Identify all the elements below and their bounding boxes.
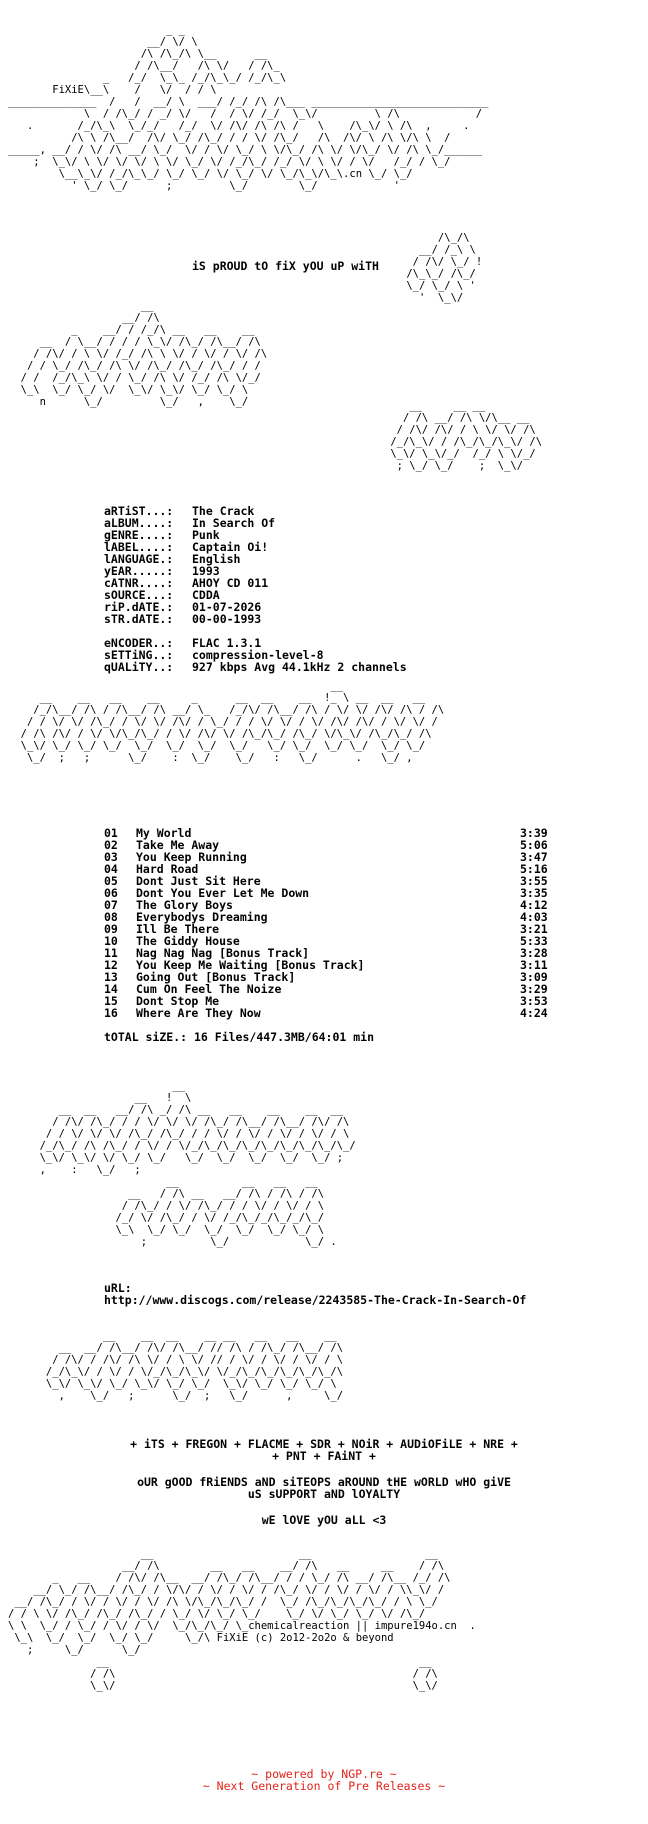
track-duration: 3:55 <box>520 874 548 888</box>
tracklist <box>104 827 624 1043</box>
track-number: 15 <box>104 994 118 1008</box>
track-number: 06 <box>104 886 118 900</box>
info-value: 927 kbps Avg 44.1kHz 2 channels <box>192 660 407 674</box>
title-art-1: __ __/ /\ _ __/ / /_/\ __ __ __ __ / \__/ / / / \_\/ /\_/ /\__/ /\ / /\/ / \ \/ /_/ /\ \ \/ / \/ / \/ /\ / / \_/ /\_/ /\ \/ /\_/ /\_/ /\_/ / / / / /_/\_\ \/ / \_/ /\ \/ /_/ /\ \/_/ \_\ \_/ \_/ \/ \_\/ \_\/ \_/ \_/ \ n \_/ \_/ , \_/ <box>20 300 268 408</box>
track-number: 04 <box>104 862 118 876</box>
track-number: 10 <box>104 934 118 948</box>
greets-line-2: + PNT + FAiNT + <box>272 1449 376 1463</box>
track-title: Going Out [Bonus Track] <box>136 970 296 984</box>
track-duration: 3:11 <box>520 958 548 972</box>
info-key: aRTiST...: <box>104 504 174 518</box>
track-row <box>104 1007 624 1019</box>
info-value: compression-level-8 <box>192 648 324 662</box>
track-title: The Glory Boys <box>136 898 233 912</box>
info-value: In Search Of <box>192 516 276 530</box>
track-duration: 3:53 <box>520 994 548 1008</box>
total-size: tOTAL siZE.: 16 Files/447.3MB/64:01 min <box>104 1030 375 1044</box>
info-row <box>104 505 624 517</box>
track-title: Cum On Feel The Noize <box>136 982 282 996</box>
track-number: 05 <box>104 874 118 888</box>
track-duration: 3:09 <box>520 970 548 984</box>
track-title: The Giddy House <box>136 934 240 948</box>
greets-line-1: + iTS + FREGON + FLACME + SDR + NOiR + AUDiOFiLE + NRE + <box>130 1437 518 1451</box>
title-art-2: __ __ __ / /\ __/ /\ \/\__ __ / /\/ /\/ / \ \/ \/ /\ /_/\_\/ / /\_/\_/\_\/ /\ \_\/ \_\/_/ /_/ \ \/_/ ; \_/ \_/ ; \_\/ <box>390 400 543 472</box>
info-row <box>104 541 624 553</box>
track-title: Where Are They Now <box>136 1006 261 1020</box>
info-value: FLAC 1.3.1 <box>192 636 262 650</box>
info-row <box>104 601 624 613</box>
track-title: My World <box>136 826 192 840</box>
info-value: English <box>192 552 241 566</box>
info-row <box>104 565 624 577</box>
info-key: yEAR.....: <box>104 564 174 578</box>
track-title: Dont You Ever Let Me Down <box>136 886 310 900</box>
track-duration: 4:12 <box>520 898 548 912</box>
discogs-link[interactable]: http://www.discogs.com/release/2243585-The-Crack-In-Search-Of <box>104 1293 527 1307</box>
url-label: uRL: <box>104 1281 132 1295</box>
info-key: sOURCE...: <box>104 588 174 602</box>
fixie-banner-art: _ _ __/ \/ \ /\ /\_/\ \__ __ / /\__/ /\ \/ / /\_ _ /_/ \_\_ /_/\_\_/ /_/\_\ FiXiE\__\ / \/ / / \ ______________ / / __/ \ ___/ /_/ /\ /\___ ____________________________ \ / /\_/ / _/ \/ / / \/ /_/ \_\/ \ /\ / . /_/\_\ \_/_/ /_/ \/ /\/ /\ /\ / \ /\_\/ \ /\ , . /\ \ /\__/ /\/ \_/ /\_/ / / \/ /\_/ /\ /\/ \ /\ \/\ \ / _____, __/ / \/ /\ __/ \_/ \/ / \/ \_/ \ \/\_/ /\ \/ \/\_/ \/ /\ \_/______ ; \_\/ \ \/ \/ \/ \ \/ \_/ \/ /_/\_/ /_/ \/ \ \/ / \/ /_/ / \_/ \__\_\/ /_/\_\_/ \_/ \_/ \/ \_/ \/ \_/\_\/\_\.cn \_/ \_/ ' \_/ \_/ ; \_/ \_/ ' <box>8 24 489 192</box>
track-title: Dont Stop Me <box>136 994 220 1008</box>
banner-tag: FiXiE <box>52 84 84 96</box>
info-key: aLBUM....: <box>104 516 174 530</box>
track-number: 14 <box>104 982 118 996</box>
powered-line-2: ~ Next Generation of Pre Releases ~ <box>202 1779 446 1793</box>
info-row <box>104 529 624 541</box>
footer-credit: chemicalreaction || impure194o.cn <box>248 1620 457 1632</box>
track-duration: 3:35 <box>520 886 548 900</box>
powered-line-1: ~ powered by NGP.re ~ <box>251 1767 397 1781</box>
info-value: The Crack <box>192 504 255 518</box>
info-key: riP.dATE.: <box>104 600 174 614</box>
track-number: 08 <box>104 910 118 924</box>
info-key: gENRE....: <box>104 528 174 542</box>
footer-art: __ __ __ __/ /\ __ __ __/ /\ __ __ / /\ _ __ / /\/ /\__ __/ /\_/ /\__/ / / \_/ /\ __/ /\__ /_/ /\ __/ \_/ /\__/ /\_/ / \/\/ / \/ / \/ / /\_/ \/ / \/ / \/ / \\_\/ / __/ /\_/ / \/ / \/ / \/ /\ \/\_/\_/\_/ / \_/ /\_/\_/\_/\_/ / \ \_/ / / \ \/ /\_/ /\_/ /\_/ / \_/ \/ \_/ \_/ \_/ \/ \_/ \_/ \/ /\_/ \ \ \_/ / \_/ / \/ / \/ \_/\_/\_/ \_chemicalreaction || impure194o.cn . \_\ \_/ \_/ \_/ \_/ \_/\ FiXiE (c) 2o12-2o2o & beyond ; \_/ \_/ __ __ / /\ / /\ \_\/ \_\/ <box>8 1548 476 1692</box>
links-title-art: __ __ ! \ __ __ __/ /\ _/ /\ __ __ __ __ __ / /\/ /\_/ / / \/ \/ \/ /\_/ /\__/ /\__/ /\/ /\ / / \/ \/ \/ /\_/ /\_/ / / \/ / \/ / \/ / \/ / \ /_/\_/ /\ /\_/ / \/ / \/_/\_/\_/\_/\_/\_/\_/\_/\_/ \_\/ \_\/ \/ \_/ \_/ \_/ \_/ \_/ \_/ \_/ ; , : \_/ ; __ __ __ __ __ / /\ __ __/ /\ / /\ / /\ / /\_/ / \/ /\_/ / / \/ / \/ / \ /_/ \/ /\_/ / \/ /_/\_/_/\_/_/\_/ \_\ \_/ \_/ \_/ \_/ \_/ \_/ \ ; \_/ \_/ . <box>39 1080 356 1248</box>
track-title: You Keep Running <box>136 850 247 864</box>
track-title: You Keep Me Waiting [Bonus Track] <box>136 958 365 972</box>
info-key: lANGUAGE.: <box>104 552 174 566</box>
info-key: lABEL....: <box>104 540 174 554</box>
track-number: 09 <box>104 922 118 936</box>
track-title: Dont Just Sit Here <box>136 874 261 888</box>
info-value: AHOY CD 011 <box>192 576 269 590</box>
info-value: Punk <box>192 528 220 542</box>
track-number: 16 <box>104 1006 118 1020</box>
info-value: Captain Oi! <box>192 540 269 554</box>
info-key: qUALiTY..: <box>104 660 174 674</box>
track-title: Ill Be There <box>136 922 220 936</box>
thanks-line-1: oUR gOOD fRiENDS aND siTEOPS aROUND tHE wORLD wHO giVE <box>137 1475 511 1489</box>
greets-title-art: __ __ __ __ __ __ __ __ __ __/ /\__/ /\/ /\__/ // /\ / /\_/ /\__/ /\ / /\/ / /\/ /\ \/ / \ \/ // / \/ / \/ / \/ / \ /_/\_\/ / \/ / \/_/\_/\_\/ \/_/\_/\_/\_/\_/\_/\ \_\/ \_\/ \_/ \_\/ \_/ \_/ \_\/ \_/ \_/ \_/ \ , \_/ ; \_/ ; \_/ , \_/ <box>45 1330 344 1402</box>
encoding-row <box>104 637 624 649</box>
track-duration: 5:16 <box>520 862 548 876</box>
track-duration: 3:39 <box>520 826 548 840</box>
track-duration: 3:21 <box>520 922 548 936</box>
track-title: Hard Road <box>136 862 199 876</box>
track-number: 07 <box>104 898 118 912</box>
track-title: Nag Nag Nag [Bonus Track] <box>136 946 310 960</box>
banner-domain: .cn <box>343 168 363 180</box>
info-value: 00-00-1993 <box>192 612 262 626</box>
info-value: 01-07-2026 <box>192 600 262 614</box>
footer-copy: FiXiE (c) 2o12-2o2o & beyond <box>216 1632 394 1644</box>
powered-by <box>0 1768 648 1792</box>
info-value: CDDA <box>192 588 220 602</box>
track-number: 11 <box>104 946 118 960</box>
track-duration: 3:29 <box>520 982 548 996</box>
tracklist-title-art: __ __ __ __ __ _ __ __ __ !_ \ __ __ __ /_/\__/ /\ / /\__/ /\ __/ \_ /_/\/ /\__/ /\ / \/ \/ /\/ /\ / /\ / / \/ \/ /\_/ / \/ \/ /\/ / \_/ / / \/ \/ / \/ /\/ /\/ / \/ \/ / / /\ /\/ / \/ \/\_/\_/ / \/ /\/ \/ /\_/\_/ /\_/ \/\_\/ /\_/\_/ /\ \_\/ \_/ \_/ \_/ \_/ \_/ \_/ \_/ \_/ \_/ \_/ \_/ \_/ \_/ \_/ ; ; \_/ : \_/ \_/ : \_/ . \_/ , <box>20 680 445 764</box>
track-number: 01 <box>104 826 118 840</box>
encoding-row <box>104 661 624 673</box>
track-duration: 3:28 <box>520 946 548 960</box>
love-line: wE lOVE yOU aLL <3 <box>261 1513 387 1527</box>
info-row <box>104 589 624 601</box>
info-row <box>104 517 624 529</box>
info-key: sTR.dATE.: <box>104 612 174 626</box>
track-duration: 5:06 <box>520 838 548 852</box>
track-title: Take Me Away <box>136 838 220 852</box>
info-row <box>104 553 624 565</box>
info-key: cATNR....: <box>104 576 174 590</box>
track-number: 02 <box>104 838 118 852</box>
intro-text: iS pROUD tO fiX yOU uP wiTH <box>192 259 379 273</box>
url-block <box>104 1282 624 1306</box>
track-number: 03 <box>104 850 118 864</box>
track-duration: 4:24 <box>520 1006 548 1020</box>
intro-side-art: /\_/\ __/ /_\ \ / /\/ \_/ ! /\_\_/ /\_/ \_/ \_/ \ ' ' \_\/ <box>406 232 483 304</box>
greets <box>0 1438 648 1462</box>
track-number: 13 <box>104 970 118 984</box>
info-row <box>104 613 624 625</box>
info-value: 1993 <box>192 564 220 578</box>
track-title: Everybodys Dreaming <box>136 910 268 924</box>
thanks-line-2: uS sUPPORT aND lOYALTY <box>247 1487 401 1501</box>
thanks <box>0 1476 648 1500</box>
release-info <box>104 505 624 673</box>
info-key: sETTiNG..: <box>104 648 174 662</box>
track-duration: 4:03 <box>520 910 548 924</box>
track-duration: 5:33 <box>520 934 548 948</box>
track-duration: 3:47 <box>520 850 548 864</box>
track-number: 12 <box>104 958 118 972</box>
info-row <box>104 577 624 589</box>
info-key: eNCODER..: <box>104 636 174 650</box>
